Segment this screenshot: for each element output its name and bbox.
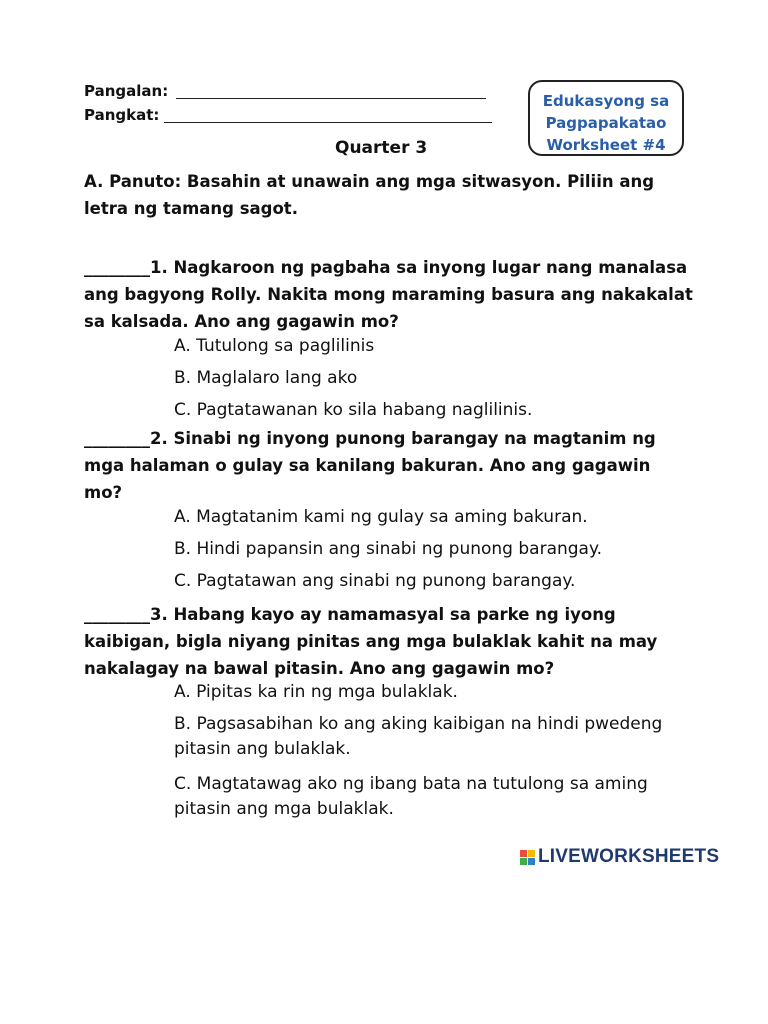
liveworksheets-logo <box>520 846 719 868</box>
name-field[interactable] <box>176 98 486 99</box>
instructions: A. Panuto: Basahin at unawain ang mga sitwasyon. Piliin ang letra ng tamang sagot. <box>84 172 655 218</box>
question-2-option-a[interactable]: A. Magtatanim kami ng gulay sa aming bakuran. <box>174 507 588 527</box>
name-label: Pangalan: <box>84 82 169 100</box>
question-3-option-a[interactable]: A. Pipitas ka rin ng mga bulaklak. <box>174 682 458 702</box>
group-label: Pangkat: <box>84 106 160 124</box>
title-line-1: Edukasyong sa <box>542 92 670 110</box>
question-2: ________2. Sinabi ng inyong punong barangay na magtanim ng mga halaman o gulay sa kanilang bakuran. Ano ang gagawin mo? <box>84 429 656 502</box>
question-1-option-b[interactable]: B. Maglalaro lang ako <box>174 368 358 388</box>
question-1-option-a[interactable]: A. Tutulong sa paglilinis <box>174 336 375 356</box>
title-line-2: Pagpapakatao <box>545 114 667 132</box>
liveworksheets-logo-icon <box>520 850 535 865</box>
question-1: ________1. Nagkaroon ng pagbaha sa inyong lugar nang manalasa ang bagyong Rolly. Nakita mong maraming basura ang nakakalat sa kalsada. Ano ang gagawin mo? <box>84 258 693 331</box>
worksheet-title-box <box>528 80 684 156</box>
question-2-option-c[interactable]: C. Pagtatawan ang sinabi ng punong barangay. <box>174 571 576 591</box>
question-2-option-b[interactable]: B. Hindi papansin ang sinabi ng punong barangay. <box>174 539 603 559</box>
question-3-option-c[interactable]: C. Magtatawag ako ng ibang bata na tutulong sa aming pitasin ang mga bulaklak. <box>174 774 648 819</box>
question-3: ________3. Habang kayo ay namamasyal sa parke ng iyong kaibigan, bigla niyang pinitas ang mga bulaklak kahit na may nakalagay na bawal pitasin. Ano ang gagawin mo? <box>84 605 658 678</box>
question-3-option-b[interactable]: B. Pagsasabihan ko ang aking kaibigan na hindi pwedeng pitasin ang bulaklak. <box>174 714 663 759</box>
quarter-heading: Quarter 3 <box>335 138 428 158</box>
question-1-option-c[interactable]: C. Pagtatawanan ko sila habang naglilinis. <box>174 400 533 420</box>
title-line-3: Worksheet #4 <box>546 136 666 154</box>
group-field[interactable] <box>164 122 492 123</box>
liveworksheets-brand: LIVEWORKSHEETS <box>538 846 720 867</box>
